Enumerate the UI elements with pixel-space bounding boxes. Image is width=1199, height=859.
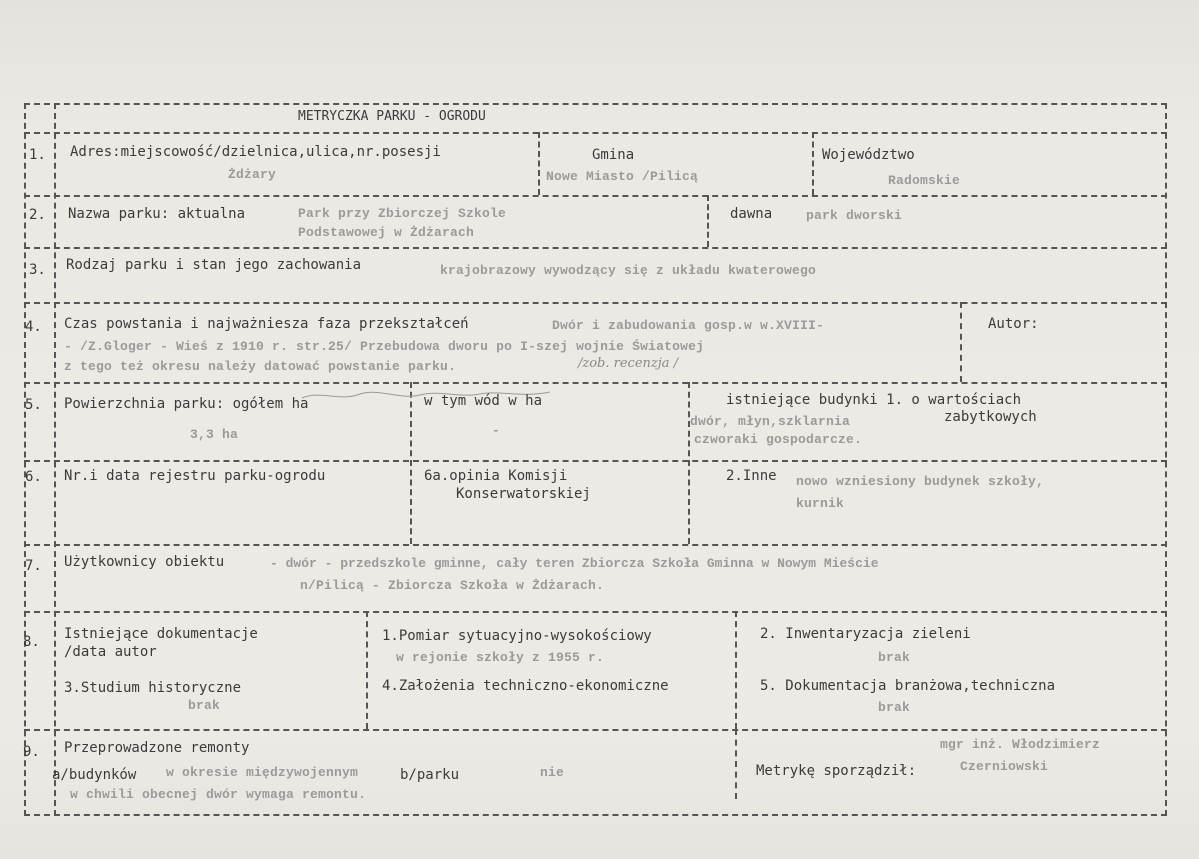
divider: [410, 382, 412, 544]
buildings-repairs-value-line2: w chwili obecnej dwór wymaga remontu.: [70, 787, 367, 802]
docs-label-line2: /data autor: [64, 644, 157, 660]
branch-docs-value: brak: [878, 700, 911, 715]
park-repairs-label: b/parku: [400, 767, 460, 783]
divider: [24, 611, 1167, 613]
divider: [812, 132, 814, 195]
repairs-label: Przeprowadzone remonty: [64, 740, 250, 756]
handwritten-note: /zob. recenzja /: [578, 356, 679, 371]
divider: [24, 382, 1167, 384]
survey-label: 1.Pomiar sytuacyjno-wysokościowy: [382, 628, 652, 644]
divider: [688, 382, 690, 544]
row-number: 5.: [25, 397, 42, 413]
divider: [538, 132, 540, 195]
inventory-label: 2. Inwentaryzacja zieleni: [760, 626, 971, 642]
history-study-label: 3.Studium historyczne: [64, 680, 242, 696]
origin-value-line1: Dwór i zabudowania gosp.w w.XVIII-: [552, 318, 825, 333]
park-type-value: krajobrazowy wywodzący się z układu kwaterowego: [440, 263, 817, 278]
buildings-repairs-value-line1: w okresie międzywojennym: [166, 765, 359, 780]
park-name-value-line2: Podstawowej w Żdżarach: [298, 225, 475, 240]
row-number: 8.: [23, 634, 40, 650]
buildings-label: istniejące budynki 1. o wartościach: [726, 392, 1022, 408]
row-number: 9.: [23, 744, 40, 760]
divider: [707, 195, 709, 247]
divider: [735, 611, 737, 729]
row-number: 4.: [25, 319, 42, 335]
row-number: 6.: [25, 469, 42, 485]
divider: [24, 195, 1167, 197]
park-name-value-line1: Park przy Zbiorczej Szkole: [298, 206, 507, 221]
divider: [366, 611, 368, 729]
econ-assumptions-label: 4.Założenia techniczno-ekonomiczne: [382, 678, 669, 694]
buildings-value-line1: dwór, młyn,szklarnia: [690, 414, 851, 429]
divider: [24, 247, 1167, 249]
area-label: Powierzchnia parku: ogółem ha: [64, 396, 309, 412]
row-number: 1.: [29, 147, 46, 163]
users-value-line2: n/Pilicą - Zbiorcza Szkoła w Żdżarach.: [300, 578, 605, 593]
address-value: Żdżary: [228, 167, 277, 182]
divider: [24, 132, 1167, 134]
other-buildings-value-line1: nowo wzniesiony budynek szkoły,: [796, 474, 1045, 489]
buildings-value-line2: czworaki gospodarcze.: [694, 432, 863, 447]
divider: [54, 103, 56, 816]
other-buildings-label: 2.Inne: [726, 468, 777, 484]
origin-value-line2: - /Z.Gloger - Wieś z 1910 r. str.25/ Przebudowa dworu po I-szej wojnie Światowej: [64, 339, 705, 354]
divider: [960, 302, 962, 382]
park-repairs-value: nie: [540, 765, 565, 780]
park-type-label: Rodzaj parku i stan jego zachowania: [66, 257, 362, 273]
users-value-line1: - dwór - przedszkole gminne, cały teren Zbiorcza Szkoła Gminna w Nowym Mieście: [270, 556, 879, 571]
preparer-name-line1: mgr inż. Włodzimierz: [940, 737, 1101, 752]
buildings-label-cont: zabytkowych: [944, 409, 1037, 425]
users-label: Użytkownicy obiektu: [64, 554, 225, 570]
divider: [24, 460, 1167, 462]
row-number: 2.: [29, 207, 46, 223]
divider: [24, 729, 1167, 731]
opinion-label-line2: Konserwatorskiej: [456, 486, 591, 502]
voivodeship-value: Radomskie: [888, 173, 961, 188]
inventory-value: brak: [878, 650, 911, 665]
park-name-label: Nazwa parku: aktualna: [68, 206, 246, 222]
former-name-value: park dworski: [806, 208, 903, 223]
voivodeship-label: Województwo: [822, 147, 915, 163]
divider: [24, 544, 1167, 546]
other-buildings-value-line2: kurnik: [796, 496, 845, 511]
history-study-value: brak: [188, 698, 221, 713]
author-label: Autor:: [988, 316, 1039, 332]
branch-docs-label: 5. Dokumentacja branżowa,techniczna: [760, 678, 1056, 694]
area-value: 3,3 ha: [190, 427, 239, 442]
prepared-by-label: Metrykę sporządził:: [756, 763, 917, 779]
water-value: -: [492, 423, 501, 438]
opinion-label-line1: 6a.opinia Komisji: [424, 468, 568, 484]
water-label: w tym wód w ha: [424, 393, 543, 409]
row-number: 7.: [25, 558, 42, 574]
preparer-name-line2: Czerniowski: [960, 759, 1049, 774]
form-title: METRYCZKA PARKU - OGRODU: [298, 109, 486, 124]
gmina-value: Nowe Miasto /Pilicą: [546, 169, 699, 184]
survey-value: w rejonie szkoły z 1955 r.: [396, 650, 605, 665]
buildings-repairs-label: a/budynków: [52, 767, 137, 783]
gmina-label: Gmina: [592, 147, 635, 163]
docs-label-line1: Istniejące dokumentacje: [64, 626, 258, 642]
row-number: 3.: [29, 262, 46, 278]
origin-label: Czas powstania i najważniesza faza przekształceń: [64, 316, 469, 332]
divider: [735, 729, 737, 799]
register-label: Nr.i data rejestru parku-ogrodu: [64, 468, 326, 484]
origin-value-line3: z tego też okresu należy datować powstanie parku.: [64, 359, 457, 374]
former-name-label: dawna: [730, 206, 773, 222]
address-label: Adres:miejscowość/dzielnica,ulica,nr.posesji: [70, 144, 441, 160]
divider: [24, 302, 1167, 304]
